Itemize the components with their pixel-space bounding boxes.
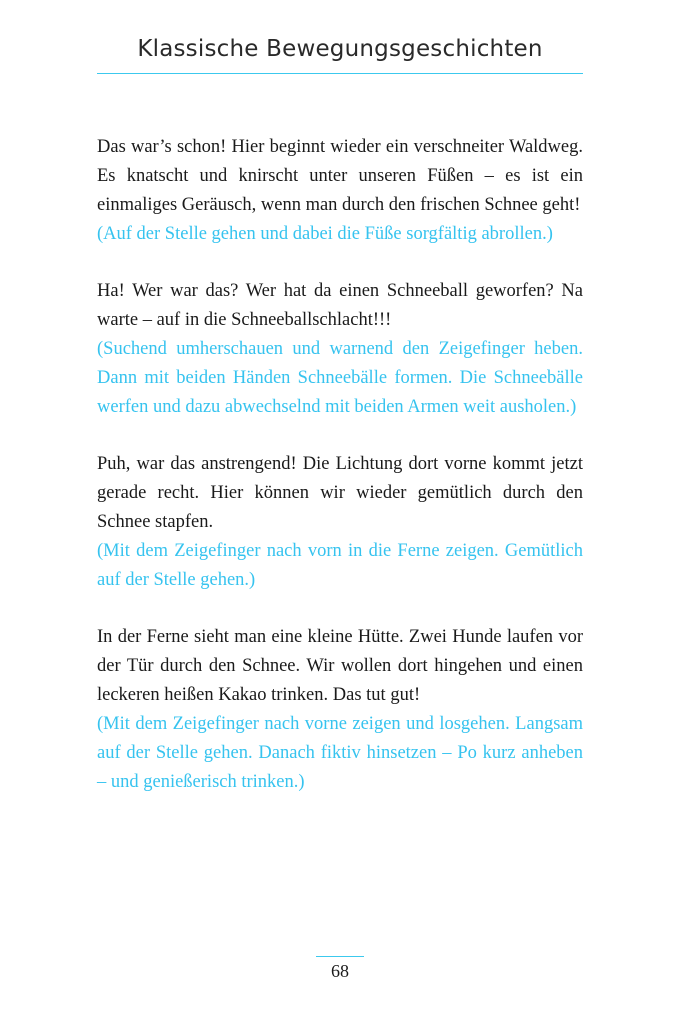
page-number: 68	[331, 961, 349, 981]
paragraph-3	[97, 450, 583, 595]
story-text: In der Ferne sieht man eine kleine Hütte. Zwei Hunde laufen vor der Tür durch den Schnee. Wir wollen dort hingehen und einen leckeren heißen Kakao trinken. Das tut gut!	[97, 627, 583, 705]
movement-instruction: (Mit dem Zeigefinger nach vorn in die Ferne zeigen. Gemütlich auf der Stelle gehen.)	[97, 541, 583, 590]
page-body	[97, 133, 583, 825]
story-text: Das war’s schon! Hier beginnt wieder ein verschneiter Waldweg. Es knatscht und knirscht unter unseren Füßen – es ist ein einmaliges Geräusch, wenn man durch den frischen Schnee geht!	[97, 137, 583, 215]
paragraph-4	[97, 623, 583, 797]
running-header-title: Klassische Bewegungsgeschichten	[137, 36, 543, 62]
paragraph-2	[97, 277, 583, 422]
paragraph-1	[97, 133, 583, 249]
story-text: Ha! Wer war das? Wer hat da einen Schneeball geworfen? Na warte – auf in die Schneeballschlacht!!!	[97, 281, 583, 330]
movement-instruction: (Auf der Stelle gehen und dabei die Füße sorgfältig abrollen.)	[97, 224, 553, 244]
movement-instruction: (Mit dem Zeigefinger nach vorne zeigen und losgehen. Langsam auf der Stelle gehen. Danach fiktiv hinsetzen – Po kurz anheben – und genießerisch trinken.)	[97, 714, 583, 792]
movement-instruction: (Suchend umherschauen und warnend den Zeigefinger heben. Dann mit beiden Händen Schneebälle formen. Die Schneebälle werfen und dazu abwechselnd mit beiden Armen weit ausholen.)	[97, 339, 583, 417]
footer-divider	[316, 956, 364, 957]
story-text: Puh, war das anstrengend! Die Lichtung dort vorne kommt jetzt gerade recht. Hier können wir wieder gemütlich durch den Schnee stapfen.	[97, 454, 583, 532]
header-divider	[97, 73, 583, 74]
